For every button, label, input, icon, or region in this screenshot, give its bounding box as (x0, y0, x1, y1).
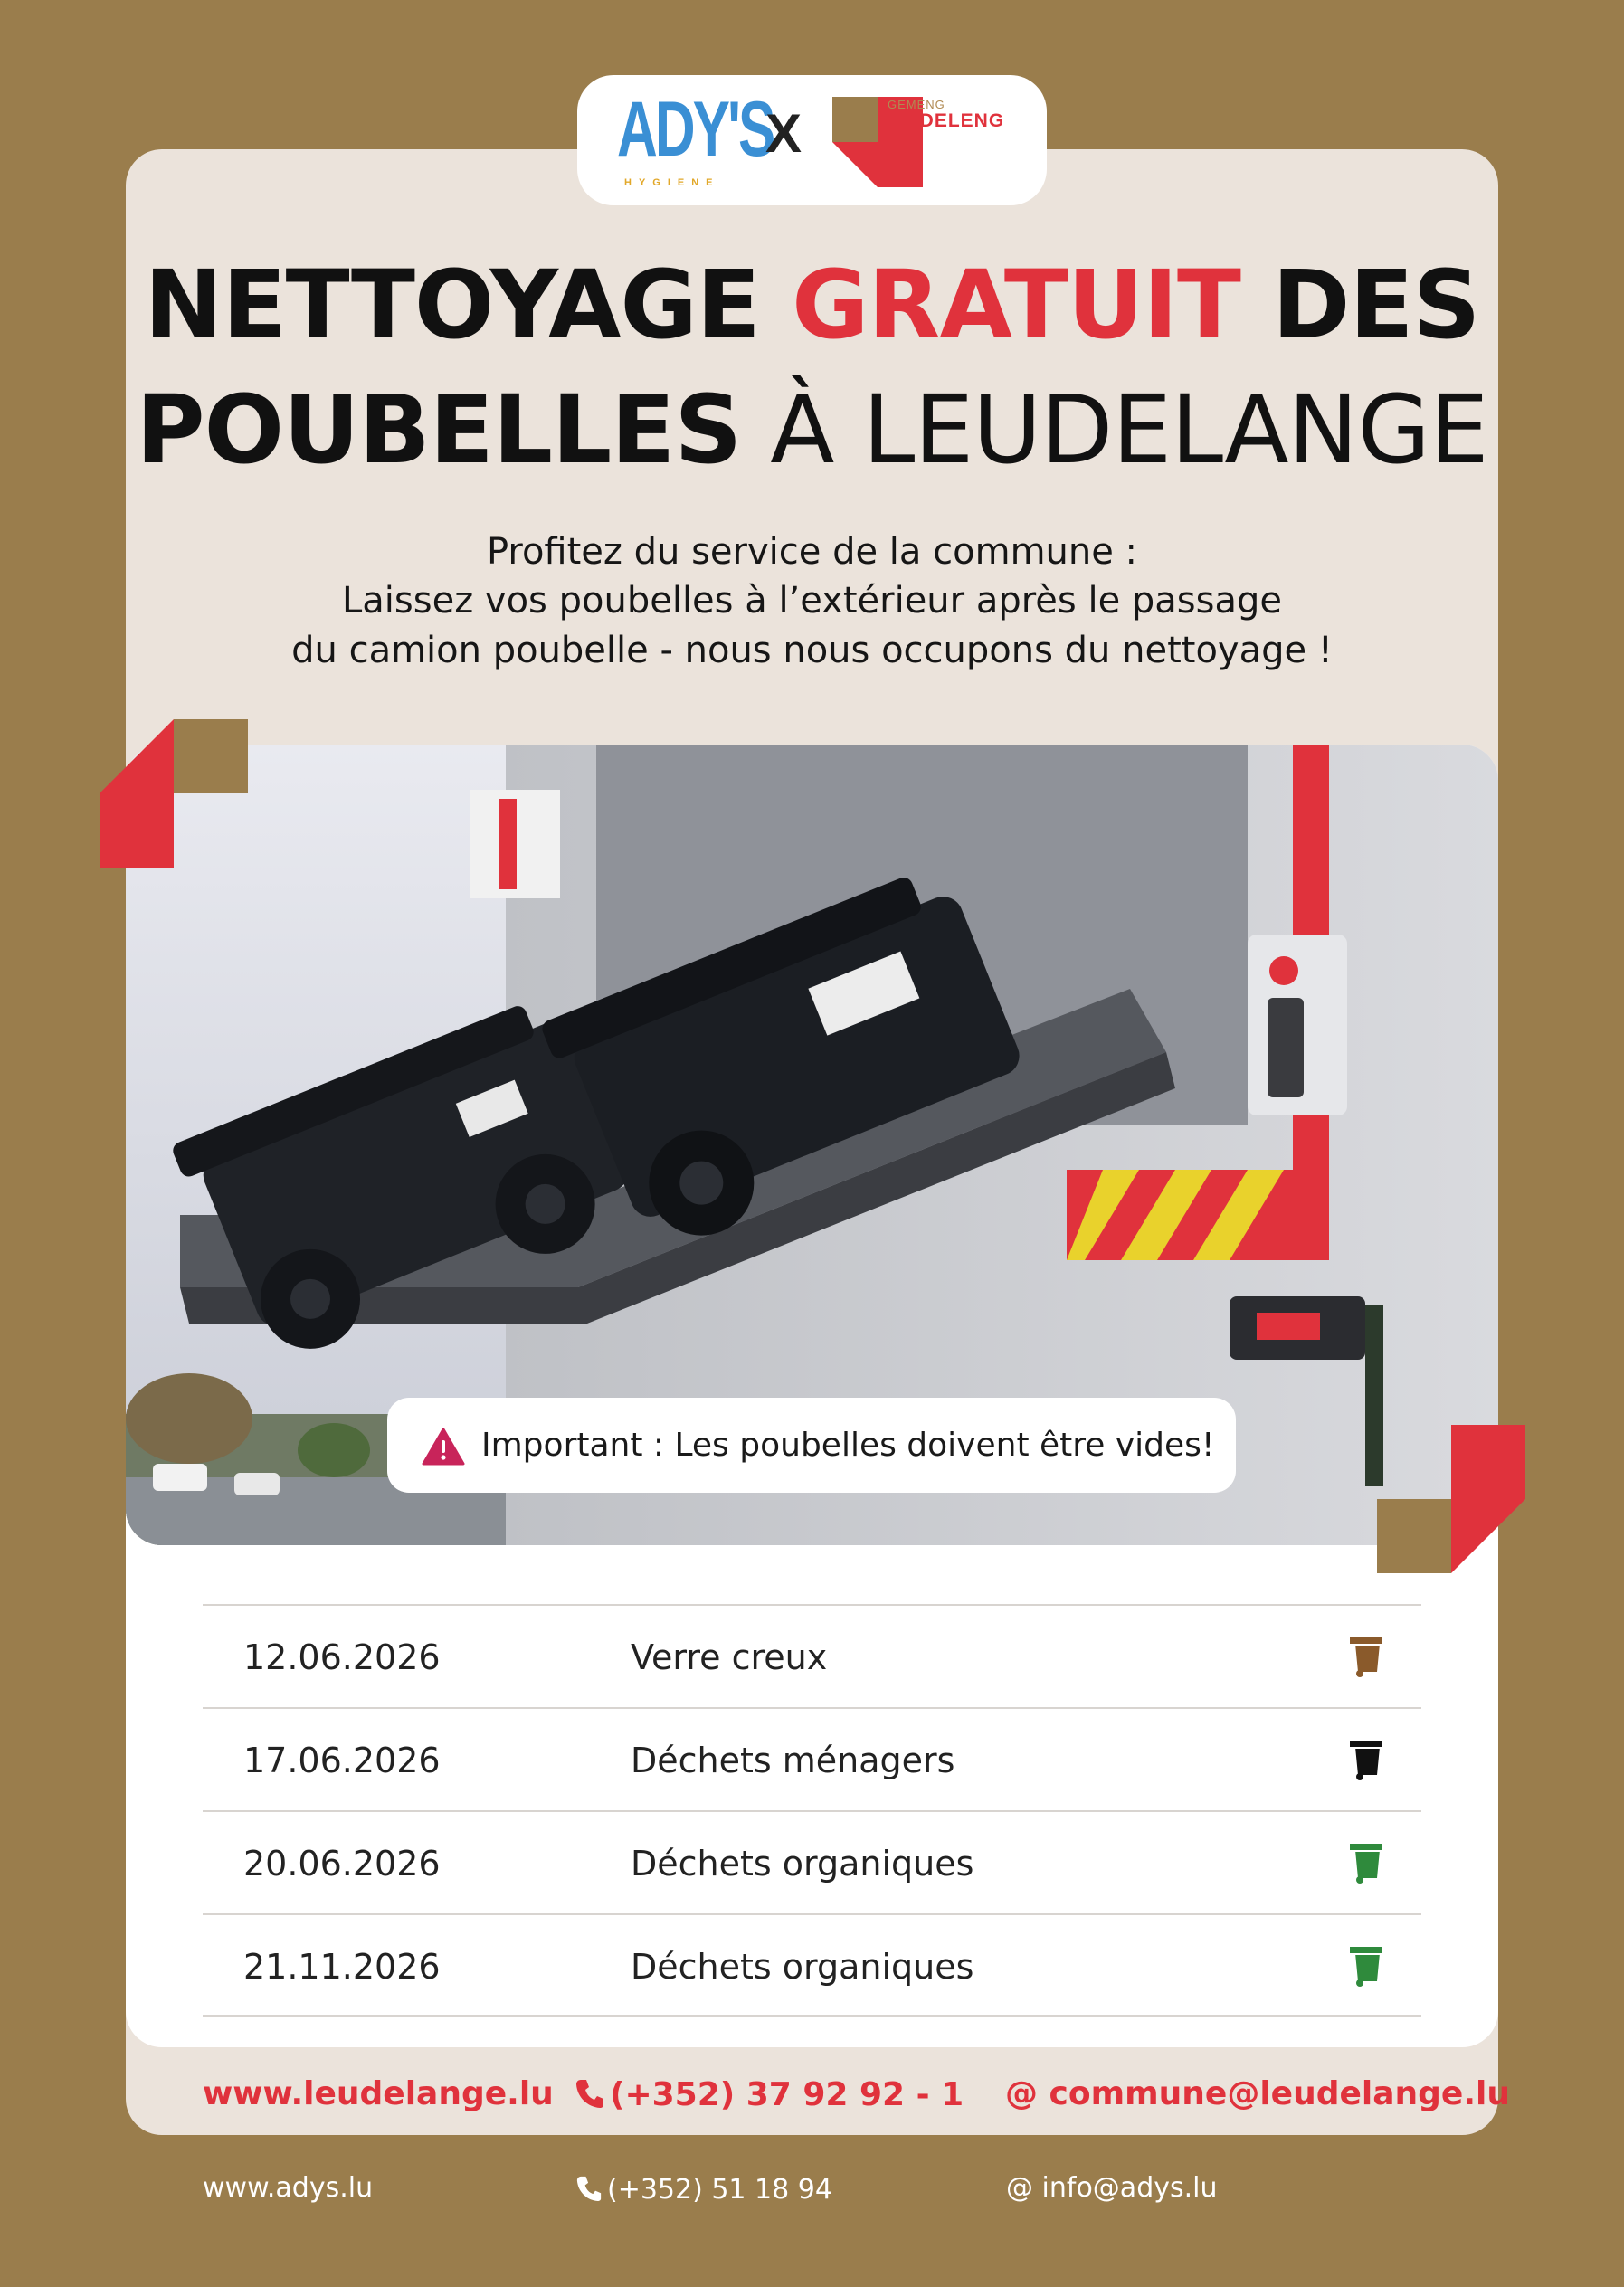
adys-phone-link[interactable] (576, 2175, 832, 2204)
at-icon: @ (1005, 2075, 1049, 2112)
leideleng-logo (832, 93, 1031, 189)
bin-icon (1347, 1737, 1385, 1782)
schedule-date: 17.06.2026 (243, 1741, 441, 1780)
adys-logo (617, 86, 774, 190)
schedule-row (203, 1604, 1421, 1707)
logo-separator: X (765, 103, 803, 164)
lead-line-3: du camion poubelle - nous nous occupons du nettoyage ! (291, 630, 1333, 671)
adys-logo-word: ADY'S (617, 86, 774, 173)
schedule-date: 12.06.2026 (243, 1637, 441, 1677)
important-notice (387, 1398, 1236, 1493)
schedule-waste-type: Verre creux (631, 1637, 828, 1677)
page-title-line-2 (126, 375, 1498, 485)
title-part-2: DES (1239, 250, 1480, 360)
bin-icon (1347, 1943, 1385, 1988)
corner-decoration-bottom-right (1377, 1425, 1526, 1574)
adys-website-link[interactable]: www.adys.lu (203, 2172, 374, 2204)
commune-website-link[interactable]: www.leudelange.lu (203, 2075, 554, 2112)
schedule-date: 20.06.2026 (243, 1844, 441, 1884)
schedule-waste-type: Déchets organiques (631, 1947, 974, 1987)
leideleng-logo-name: LEIDELENG (888, 110, 1005, 131)
page-title-line-1 (126, 250, 1498, 360)
lead-line-1: Profitez du service de la commune : (486, 531, 1138, 573)
leideleng-logo-top: GEMENG (888, 98, 945, 111)
commune-phone-link[interactable] (575, 2078, 964, 2111)
adys-email-text: info@adys.lu (1041, 2172, 1218, 2204)
title-part-1: NETTOYAGE (144, 250, 793, 360)
commune-email-link[interactable] (1005, 2075, 1510, 2112)
collection-schedule (203, 1604, 1421, 2017)
schedule-row (203, 1707, 1421, 1810)
adys-logo-subtitle: HYGIENE (624, 177, 720, 188)
title-bold-word: POUBELLES (136, 375, 742, 485)
title-regular-part: À LEUDELANGE (741, 375, 1488, 485)
phone-icon (576, 2175, 602, 2202)
notice-text: Important : Les poubelles doivent être vides! (481, 1427, 1215, 1464)
at-icon: @ (1006, 2172, 1042, 2204)
phone-icon (575, 2078, 604, 2109)
schedule-row (203, 1810, 1421, 1913)
schedule-row (203, 1913, 1421, 2017)
bin-icon (1347, 1634, 1385, 1679)
adys-email-link[interactable] (1006, 2172, 1218, 2204)
warning-icon (422, 1428, 465, 1466)
corner-decoration-top-left (100, 719, 249, 868)
lead-line-2: Laissez vos poubelles à l’extérieur après le passage (342, 580, 1282, 622)
commune-phone-text: (+352) 37 92 92 - 1 (610, 2076, 964, 2113)
schedule-waste-type: Déchets ménagers (631, 1741, 955, 1780)
schedule-date: 21.11.2026 (243, 1947, 441, 1987)
schedule-waste-type: Déchets organiques (631, 1844, 974, 1884)
bin-icon (1347, 1840, 1385, 1885)
adys-phone-text: (+352) 51 18 94 (607, 2174, 832, 2206)
title-highlight: GRATUIT (792, 250, 1240, 360)
commune-email-text: commune@leudelange.lu (1049, 2075, 1510, 2112)
